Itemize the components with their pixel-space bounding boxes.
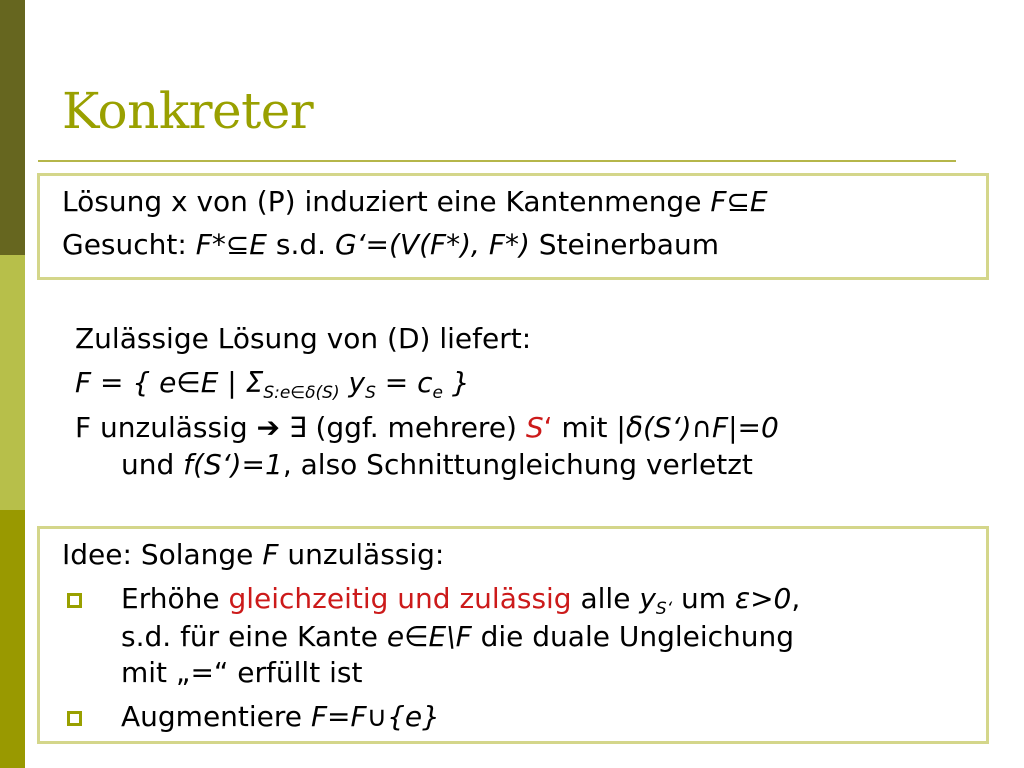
box1-line1-text: Lösung x von (P) induziert eine Kantenmenge bbox=[62, 185, 711, 218]
box1-line2-math2: G‘=(V(F*), F*) bbox=[334, 228, 530, 261]
box2-line1-F: F bbox=[262, 538, 279, 571]
bullet2-b: F=F∪{e} bbox=[310, 700, 440, 733]
bullet1-y-subscript: S‘ bbox=[655, 599, 673, 619]
bullet1-epsilon: ε>0 bbox=[734, 582, 792, 615]
bullet1-highlight: gleichzeitig und zulässig bbox=[228, 582, 572, 615]
title-underline bbox=[38, 160, 956, 162]
middle-line3-c: δ(S‘)∩F|=0 bbox=[625, 411, 779, 444]
box1-line1-math: F⊆E bbox=[710, 185, 768, 218]
square-bullet-icon bbox=[67, 711, 82, 726]
middle-line3-tick: ‘ bbox=[543, 411, 553, 444]
sidebar-decoration bbox=[0, 0, 25, 768]
bullet2-line bbox=[121, 700, 440, 734]
middle-line2-a: F = { e∈E | bbox=[75, 366, 246, 399]
middle-line4 bbox=[121, 448, 753, 482]
bullet1-line2-a: s.d. für eine Kante bbox=[121, 620, 387, 653]
bullet1-line2-b: die duale Ungleichung bbox=[471, 620, 795, 653]
box1-line2-suffix: Steinerbaum bbox=[529, 228, 719, 261]
middle-line2-c: = c bbox=[375, 366, 433, 399]
y-subscript: S bbox=[365, 383, 376, 403]
middle-line3-a: F unzulässig ➔ ∃ (ggf. mehrere) bbox=[75, 411, 526, 444]
middle-line3 bbox=[75, 411, 779, 445]
middle-line2-b: y bbox=[339, 366, 366, 399]
box1-line2-math1: F*⊆E bbox=[195, 228, 267, 261]
middle-line3-b: mit | bbox=[552, 411, 626, 444]
box2-line1-b: unzulässig: bbox=[278, 538, 445, 571]
sidebar-block-light bbox=[0, 255, 25, 510]
middle-line4-b: , also Schnittungleichung verletzt bbox=[282, 448, 753, 481]
bullet1-c: um bbox=[672, 582, 735, 615]
box2-line1 bbox=[62, 538, 444, 572]
bullet1-y: y bbox=[639, 582, 656, 615]
square-bullet-icon bbox=[67, 593, 82, 608]
slide-title: Konkreter bbox=[62, 82, 314, 140]
sum-symbol: Σ bbox=[245, 366, 264, 399]
middle-line4-f: f(S‘)=1 bbox=[183, 448, 283, 481]
bullet1-line3: mit „=“ erfüllt ist bbox=[121, 656, 363, 689]
box1-line1 bbox=[62, 185, 768, 219]
middle-line2 bbox=[75, 366, 470, 410]
bullet1-b: alle bbox=[571, 582, 640, 615]
c-subscript: e bbox=[432, 383, 443, 403]
bullet1-a: Erhöhe bbox=[121, 582, 229, 615]
sidebar-block-dark bbox=[0, 0, 25, 255]
middle-line2-d: } bbox=[442, 366, 470, 399]
middle-line1: Zulässige Lösung von (D) liefert: bbox=[75, 322, 532, 355]
bullet1-d: , bbox=[791, 582, 801, 615]
bullet2-a: Augmentiere bbox=[121, 700, 311, 733]
box1-line2 bbox=[62, 228, 719, 262]
sidebar-block-mid bbox=[0, 510, 25, 768]
bullet1-line2 bbox=[121, 620, 794, 654]
bullet1-line2-e: e∈E\F bbox=[386, 620, 472, 653]
box1-line2-mid: s.d. bbox=[266, 228, 335, 261]
box2-line1-a: Idee: Solange bbox=[62, 538, 263, 571]
sum-subscript: S:e∈δ(S) bbox=[263, 383, 340, 403]
middle-line3-S: S bbox=[525, 411, 544, 444]
middle-line4-a: und bbox=[121, 448, 184, 481]
box1-line2-prefix: Gesucht: bbox=[62, 228, 196, 261]
